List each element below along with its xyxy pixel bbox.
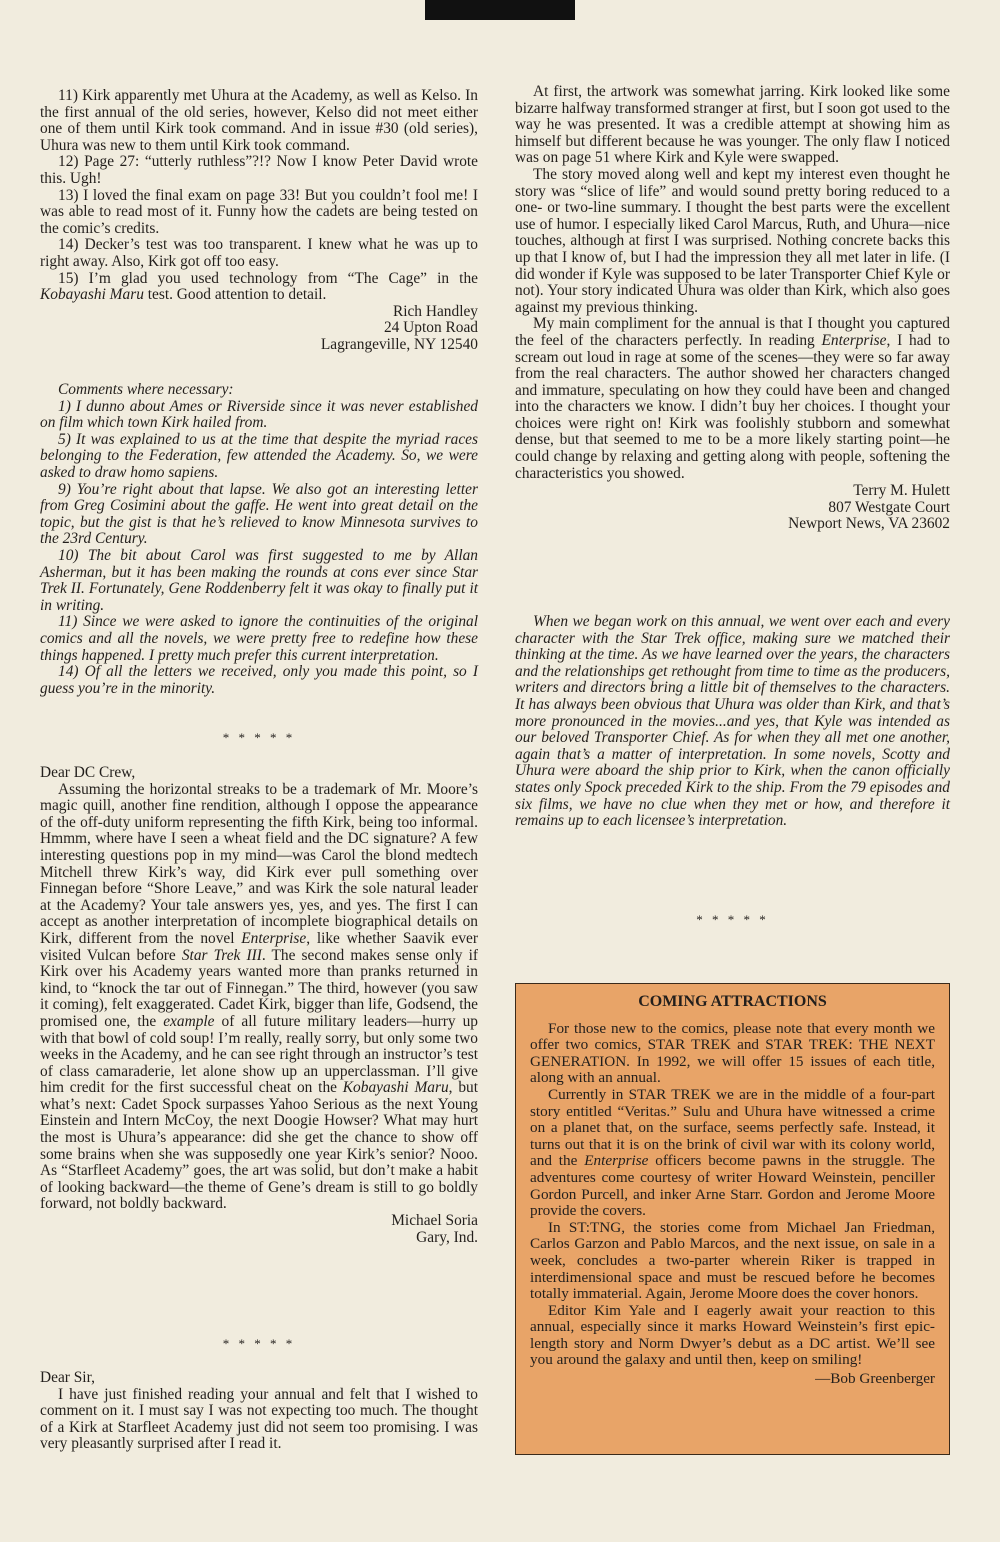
emphasized-title: Enterprise bbox=[821, 331, 887, 349]
letter-paragraph: 12) Page 27: “utterly ruthless”?!? Now I know Peter David wrote this. Ugh! bbox=[40, 153, 478, 187]
signature-address: 24 Upton Road bbox=[383, 319, 478, 337]
letter-paragraph: I have just finished reading your annual and felt that I wished to comment on it. I must say I was not expecting too much. The thought of a Kirk at Starfleet Academy just did not seem too promising. I was very pleasantly surprised after I read it. bbox=[40, 1385, 478, 1453]
signature-address: 807 Westgate Court bbox=[828, 498, 950, 516]
comment-paragraph: 11) Since we were asked to ignore the continuities of the original comics and all the novels, we were pretty free to redefine how these things happened. I pretty much prefer this current interpretation. bbox=[40, 613, 478, 664]
box-paragraph: Editor Kim Yale and I eagerly await your reaction to this annual, especially since it marks Howard Weinstein’s first epic-length story and Norm Dwyer’s debut as a DC artist. We’ll see you around the galaxy and until then, keep on smiling! bbox=[530, 1301, 935, 1369]
letter-paragraph: 15) I’m glad you used technology from “The Cage” in the Kobayashi Maru test. Good attention to detail. bbox=[40, 269, 478, 304]
emphasized-title: Star Trek II bbox=[40, 563, 478, 598]
comment-paragraph: 9) You’re right about that lapse. We also got an interesting letter from Greg Cosimini about the gaffe. He went into great detail on the topic, but the gist is that he’s relieved to know Minnesota survives to the 23rd Century. bbox=[40, 480, 478, 548]
letter-terry-hulett-continued bbox=[515, 84, 950, 533]
signature bbox=[40, 1213, 478, 1246]
emphasized-title: Enterprise bbox=[241, 929, 307, 947]
signature-name: Michael Soria bbox=[391, 1212, 478, 1230]
separator-stars: * * * * * bbox=[222, 1336, 296, 1351]
comment-paragraph: 1) I dunno about Ames or Riverside since it was never established on film which town Kirk hailed from. bbox=[40, 397, 478, 432]
signature-city: Gary, Ind. bbox=[416, 1228, 478, 1246]
box-paragraph: For those new to the comics, please note that every month we offer two comics, STAR TREK and STAR TREK: THE NEXT GENERATION. In 1992, we will offer 15 issues of each title, along with an annual. bbox=[530, 1019, 935, 1087]
emphasized-title: example bbox=[163, 1012, 215, 1030]
emphasized-title: Star Trek III bbox=[181, 946, 262, 964]
letter-paragraph: 14) Decker’s test was too transparent. I knew what he was up to right away. Also, Kirk got off too easy. bbox=[40, 236, 478, 270]
top-black-bar bbox=[425, 0, 575, 20]
salutation: Dear DC Crew, bbox=[40, 764, 136, 781]
comment-paragraph: 5) It was explained to us at the time that despite the myriad races belonging to the Federation, few attended the Academy. So, we were asked to draw homo sapiens. bbox=[40, 430, 478, 481]
letter-terry-hulett-start bbox=[40, 1370, 478, 1453]
box-title: COMING ATTRACTIONS bbox=[638, 993, 827, 1010]
box-paragraph: Currently in STAR TREK we are in the middle of a four-part story entitled “Veritas.” Sulu and Uhura have witnessed a crime on a planet that, on the surface, seems perfectly safe. Instead, it turns out that it is on the brink of civil war with its colony world, and the Enterprise officers become pawns in the struggle. The adventures come courtesy of writer Howard Weinstein, penciller Gordon Purcell, and inker Arne Starr. Gordon and Jerome Moore provide the covers. bbox=[530, 1085, 936, 1220]
signature bbox=[515, 483, 950, 533]
signature bbox=[40, 304, 478, 354]
salutation: Dear Sir, bbox=[40, 1369, 95, 1386]
emphasized-title: Enterprise bbox=[584, 1152, 649, 1170]
letter-paragraph: The story moved along well and kept my interest even thought he story was “slice of life” and would sound pretty boring reduced to a one- or two-line summary. I thought the best parts were the excellent use of humor. I especially liked Carol Marcus, Ruth, and Uhura—nice touches, although at first I was surprised. Nothing concrete backs this up that I know of, but I had the impression they all met later in life. (I did wonder if Kyle was supposed to be later Transporter Chief Kyle or not). Your story indicated Uhura was older than Kirk, which also goes against my previous thinking. bbox=[515, 165, 950, 316]
reply-paragraph: When we began work on this annual, we went over each and every character with the Star Trek office, making sure we matched their thinking at the time. As we have learned over the years, the characters and the relationships get rethought from time to time as the producers, writers and directors bring a little bit of themselves to the characters. It has always been obvious that Uhura was older than Kirk, and that’s more pronounced in the movies...and yes, that Kyle was intended as our beloved Transporter Chief. As for when they all met one another, again that’s a matter of interpretation. In some novels, Scotty and Uhura were aboard the ship prior to Kirk, when the canon officially states only Spock preceded Kirk to the ship. From the 79 episodes and six films, we have no clue when they met or how, and therefore it remains up to each licensee’s interpretation. bbox=[515, 613, 950, 830]
box-paragraph: In ST:TNG, the stories come from Michael Jan Friedman, Carlos Garzon and Pablo Marcos, and the next issue, on sale in a week, concludes a two-parter wherein Riker is trapped in interdimensional space and must be rescued before he becomes totally immaterial. Again, Jerome Moore does the cover honors. bbox=[530, 1218, 935, 1303]
comment-paragraph: 10) The bit about Carol was first suggested to me by Allan Asherman, but it has been making the rounds at cons ever since Star Trek II. Fortunately, Gene Roddenberry felt it was okay to finally put it in writing. bbox=[40, 546, 478, 614]
separator-stars: * * * * * bbox=[696, 912, 769, 927]
editor-reply bbox=[515, 614, 950, 830]
signature-city: Lagrangeville, NY 12540 bbox=[320, 335, 478, 353]
comment-paragraph: Comments where necessary: bbox=[58, 381, 234, 398]
letter-paragraph: At first, the artwork was somewhat jarring. Kirk looked like some bizarre halfway transformed stranger at first, but I soon got used to the way he was presented. It was a credible attempt at showing him as himself but different because he was younger. The only flaw I noticed was on page 51 where Kirk and Kyle were swapped. bbox=[515, 83, 950, 167]
signature-name: Rich Handley bbox=[392, 302, 478, 320]
letter-michael-soria bbox=[40, 765, 478, 1246]
letter-paragraph: 11) Kirk apparently met Uhura at the Academy, as well as Kelso. In the first annual of the old series, however, Kelso did not meet either one of them until Kirk took command. And in issue #30 (old series), Uhura was new to them until Kirk took command. bbox=[40, 87, 478, 154]
emphasized-title: Kobayashi Maru bbox=[342, 1079, 449, 1097]
letter-rich-handley bbox=[40, 88, 478, 354]
letter-paragraph: 13) I loved the final exam on page 33! But you couldn’t fool me! I was able to read most of it. Funny how the cadets are being tested on the comic’s credits. bbox=[40, 186, 478, 237]
box-signature: —Bob Greenberger bbox=[815, 1370, 935, 1388]
comment-paragraph: 14) Of all the letters we received, only you made this point, so I guess you’re in the minority. bbox=[40, 663, 478, 697]
letter-paragraph: My main compliment for the annual is that I thought you captured the feel of the characters perfectly. In reading Enterprise, I had to scream out loud in rage at some of the scenes—they were so far away from the real characters. The author showed her characters changed and immature, speculating on how they could have been and changed into the characters we know. I didn’t buy her choices. I thought your choices were right on! Kirk was foolishly stubborn and somewhat dense, but that seemed to me to be a more likely starting point—he could change by relaxing and getting along with people, softening the characteristics you showed. bbox=[515, 315, 950, 482]
coming-attractions-box bbox=[515, 983, 950, 1455]
emphasized-title: Kobayashi Maru bbox=[40, 286, 144, 304]
separator-stars: * * * * * bbox=[222, 730, 296, 745]
signature-city: Newport News, VA 23602 bbox=[788, 515, 950, 533]
letter-body: Assuming the horizontal streaks to be a trademark of Mr. Moore’s magic quill, another fine rendition, although I oppose the appearance of the off-duty uniform representing the fifth Kirk, being too informal. Hmmm, where have I seen a wheat field and the DC signature? A few interesting questions pop in my mind—was Carol the blond medtech Mitchell threw Kirk’s way, did Kirk ever pull something over Finnegan before “Shore Leave,” and was Kirk the sole natural leader at the Academy? Your tale answers yes, yes, and yes. The first I can accept as another interpretation of incomplete biographical details on Kirk, different from the novel Enterprise, like whether Saavik ever visited Vulcan before Star Trek III. The second makes sense only if Kirk over his Academy years wanted more than pranks returned in kind, to “knock the tar out of Finnegan.” The third, however (you saw it coming), felt exaggerated. Cadet Kirk, bigger than life, Godsend, the promised one, the example of all future military leaders—hurry up with that bowl of cold soup! I’m really, really sorry, but only some two weeks in the Academy, and he can see right through an instructor’s test of class camaraderie, let alone show up an upperclassman. I’ll give him credit for the first successful cheat on the Kobayashi Maru, but what’s next: Cadet Spock surpasses Yahoo Serious as the next Young Einstein and Intern McCoy, the next Doogie Howser? What may hurt the most is Uhura’s appearance: did she get the chance to show off some brains when she was supposedly one year Kirk’s senior? Nooo. As “Starfleet Academy” goes, the art was solid, but don’t make a habit of looking backward—the theme of Gene’s dream is still to go boldly forward, not boldly backward. bbox=[40, 780, 478, 1213]
signature-name: Terry M. Hulett bbox=[853, 482, 950, 500]
editor-comments bbox=[40, 382, 478, 697]
